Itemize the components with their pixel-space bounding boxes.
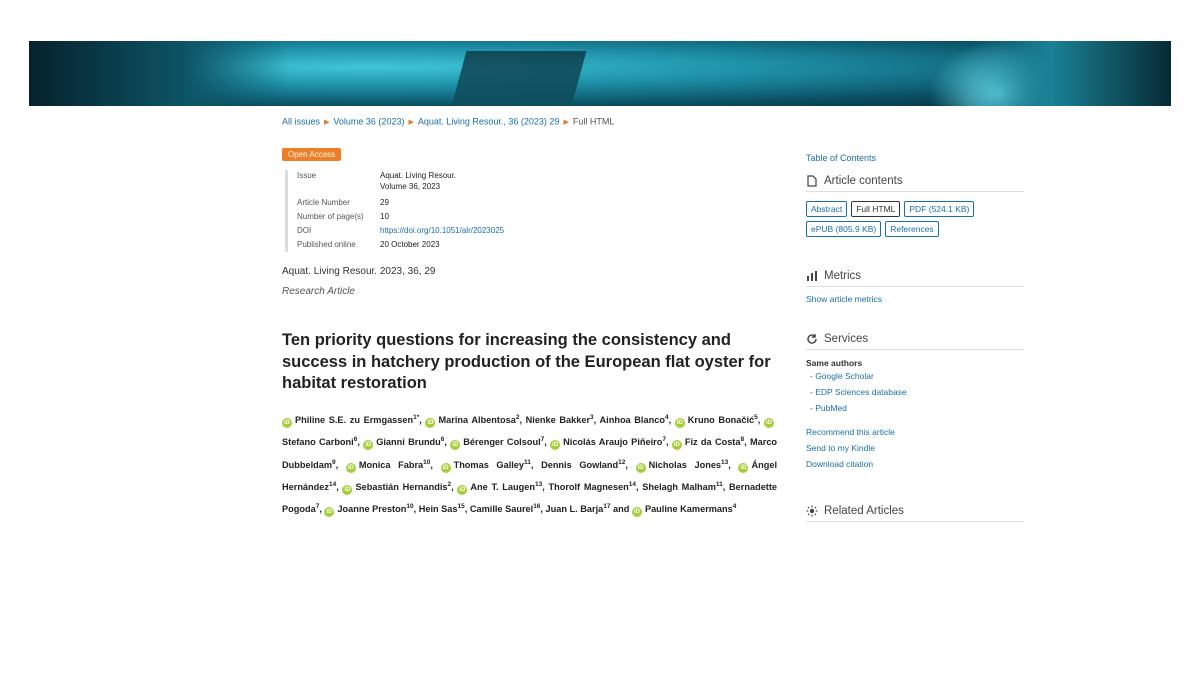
article-meta-table [285,170,504,252]
author-item [548,482,636,492]
author-name[interactable]: Kruno Bonačić [687,415,755,426]
author-item [642,482,723,492]
document-icon [806,175,818,187]
author-item [441,460,531,470]
author-name[interactable]: Gianni Brundu [376,437,441,448]
author-affiliation-number: 10 [406,503,414,511]
abstract-button[interactable]: Abstract [806,201,847,217]
bar-chart-icon [806,270,818,282]
services-section [806,333,1024,472]
meta-published-label: Published online [297,240,356,249]
author-affiliation-number: 10 [423,458,431,466]
metrics-section [806,270,1024,307]
author-affiliation-number: 4 [664,414,669,421]
doi-link[interactable]: https://doi.org/10.1051/alr/2023025 [380,226,505,235]
author-affiliation-number: 2 [515,414,520,421]
author-name[interactable]: Thorolf Magnesen [548,481,629,492]
author-name[interactable]: Marco Dubbeldam [282,437,778,470]
orcid-icon[interactable]: iD [344,486,351,493]
author-name[interactable]: Juan L. Barja [545,504,604,515]
meta-issue-volume: Volume 36, 2023 [380,182,441,191]
breadcrumb [282,116,614,127]
orcid-icon[interactable]: iD [740,464,747,471]
orcid-icon[interactable]: iD [442,464,449,471]
author-affiliation-number: 11 [715,480,723,488]
author-item [546,504,611,514]
sun-icon [806,505,818,517]
author-affiliation-number: 2 [447,480,452,488]
download-citation-link[interactable]: Download citation [806,459,874,469]
meta-published-date: 20 October 2023 [380,240,440,249]
references-button[interactable]: References [885,221,938,237]
author-affiliation-number: 13 [534,480,543,488]
author-name[interactable]: Ane T. Laugen [470,481,535,492]
article-type: Research Article [282,286,355,297]
open-access-badge: Open Access [282,148,341,161]
orcid-icon[interactable]: iD [284,420,290,427]
author-name[interactable]: Marina Albentosa [438,415,516,426]
author-name[interactable]: Thomas Galley [453,459,525,470]
author-item [470,504,541,514]
author-affiliation-number: 7 [540,436,545,444]
author-name[interactable]: Camille Saurel [469,504,534,515]
orcid-icon[interactable]: iD [637,464,644,471]
author-name[interactable]: Bérenger Colsoul [463,437,541,448]
author-name[interactable]: Fiz da Costa [684,437,741,448]
orcid-icon[interactable]: iD [765,420,772,427]
author-affiliation-number: 15 [457,503,465,511]
author-name[interactable]: Sebastián Hernandis [355,481,448,492]
breadcrumb-all-issues[interactable]: All issues [282,116,321,127]
breadcrumb-separator-icon: ▶ [408,118,414,126]
breadcrumb-volume[interactable]: Volume 36 (2023) [333,116,405,127]
author-name[interactable]: Pauline Kamermans [644,504,733,515]
author-affiliation-number: 7 [315,503,320,511]
author-name[interactable]: Ángel Hernández [282,459,777,492]
author-affiliation-number: 4 [732,503,737,511]
google-scholar-link[interactable]: - Google Scholar [810,371,874,381]
orcid-icon[interactable]: iD [673,442,680,449]
author-affiliation-number: 6 [353,436,358,444]
citation: Aquat. Living Resour. 2023, 36, 29 [282,266,436,277]
author-affiliation-number: 14 [628,480,636,488]
author-item [342,482,451,492]
orcid-icon[interactable]: iD [459,486,466,493]
author-affiliation-number: 9 [332,458,336,466]
meta-article-number: 29 [380,198,389,207]
breadcrumb-current: Full HTML [572,116,615,127]
author-affiliation-number: 13 [721,458,729,466]
orcid-icon[interactable]: iD [365,442,372,449]
author-list: iD Philine S.E. zu Ermgassen$^{1*}$, iD Marina Albentosa$^2$, Nienke Bakker$^3$, Ainhoa Blanco$^4$, iD Kruno Bonačić$^5$, iDStefano Carboni$^6$, iD Gianni Brundu$^6$, iD Bérenger Colsoul$^7$, iD Nicolás Araujo Piñeiro$^7$, iD Fiz da Costa$^8$, Marco Dubbeldam$^9$, iD Monica Fabra$^{10}$, iD Thomas Galley$^{11}$, Dennis Gowland$^{12}$, iD Nicholas Jones$^{13}$, iD Ángel Hernández$^{14}$, iD Sebastián Hernandis$^2$, iD Ane T. Laugen$^{13}$, Thorolf Magnesen$^{14}$, Shelagh Malham$^{11}$, Bernadette Pogoda$^7$, iD Joanne Preston$^{10}$, Hein Sas$^{15}$, Camille Saurel$^{16}$, Juan L. Barja$^{17}$ and iD Pauline Kamermans$^4$ [282,414,778,516]
breadcrumb-separator-icon: ▶ [563,118,569,126]
show-article-metrics-link[interactable]: Show article metrics [806,294,883,304]
author-name[interactable]: Nicolás Araujo Piñeiro [563,437,663,448]
author-affiliation-number: 12 [618,458,626,466]
author-item [419,504,465,514]
author-affiliation-number: 6 [440,436,445,444]
author-name[interactable]: Monica Fabra [358,459,424,470]
recommend-article-link[interactable]: Recommend this article [806,427,895,437]
author-item [363,437,444,447]
related-articles-section [806,505,1024,522]
pubmed-link[interactable]: - PubMed [810,403,847,413]
author-affiliation-number: 14 [328,480,337,488]
same-authors-label: Same authors [806,358,863,368]
orcid-icon[interactable]: iD [452,442,459,449]
author-name[interactable]: Stefano Carboni [282,437,354,448]
author-item [425,415,519,425]
edp-sciences-database-link[interactable]: - EDP Sciences database [810,387,907,397]
author-affiliation-number: 11 [524,458,531,466]
meta-pages-label: Number of page(s) [297,212,364,221]
orcid-icon[interactable]: iD [676,420,683,427]
full-html-button[interactable]: Full HTML [851,201,900,217]
author-item [282,415,419,425]
authors-and-text: and [613,504,630,515]
orcid-icon[interactable]: iD [552,442,559,449]
send-to-kindle-link[interactable]: Send to my Kindle [806,443,875,453]
meta-doi-label: DOI [297,226,312,235]
author-item [672,437,744,447]
meta-article-number-label: Article Number [297,198,350,207]
article-contents-title: Article contents [824,175,903,187]
author-name[interactable]: Nienke Bakker [525,415,591,426]
author-item [632,504,736,514]
pdf-button[interactable]: PDF (524.1 KB) [904,201,974,217]
orcid-icon[interactable]: iD [326,509,333,516]
breadcrumb-article[interactable]: Aquat. Living Resour., 36 (2023) 29 [417,116,560,127]
author-affiliation-number: 16 [533,503,541,511]
author-name[interactable]: Bernadette Pogoda [282,481,778,515]
author-name[interactable]: Ainhoa Blanco [599,415,665,426]
meta-issue-label: Issue [297,171,317,180]
refresh-icon [806,333,818,345]
article-title: Ten priority questions for increasing the consistency and success in hatchery production of the European flat oyster for habitat restoration [282,331,771,392]
epub-button[interactable]: ePUB (805.9 KB) [806,221,881,237]
metrics-title: Metrics [824,270,862,282]
author-item [526,415,594,425]
author-name[interactable]: Hein Sas [418,504,458,515]
author-affiliation-number: 1* [413,414,420,421]
author-name[interactable]: Nicholas Jones [648,459,722,470]
author-name[interactable]: Philine S.E. zu Ermgassen [295,415,414,426]
author-item [600,415,669,425]
related-articles-title[interactable]: Related Articles [824,505,904,517]
orcid-icon[interactable]: iD [347,464,354,471]
meta-issue-journal: Aquat. Living Resour. [380,171,457,180]
table-of-contents-link[interactable]: Table of Contents [806,153,877,163]
author-item [346,460,431,470]
author-item [636,460,729,470]
author-affiliation-number: 8 [740,436,745,444]
author-affiliation-number: 3 [590,414,594,421]
author-item [324,504,413,514]
breadcrumb-separator-icon: ▶ [324,118,330,126]
meta-pages: 10 [380,212,389,221]
author-item [550,437,666,447]
author-affiliation-number: 7 [662,436,666,444]
author-name[interactable]: Shelagh Malham [642,481,716,492]
services-title: Services [824,333,869,345]
author-affiliation-number: 5 [754,414,758,421]
header-banner [29,41,1171,106]
orcid-icon[interactable]: iD [633,509,640,516]
author-item [457,482,542,492]
author-item [450,437,544,447]
article-contents-section [806,175,1024,237]
author-name[interactable]: Dennis Gowland [541,459,619,470]
author-item [541,460,625,470]
author-item [675,415,758,425]
orcid-icon[interactable]: iD [427,420,434,427]
author-affiliation-number: 17 [603,503,611,511]
author-name[interactable]: Joanne Preston [337,504,407,515]
